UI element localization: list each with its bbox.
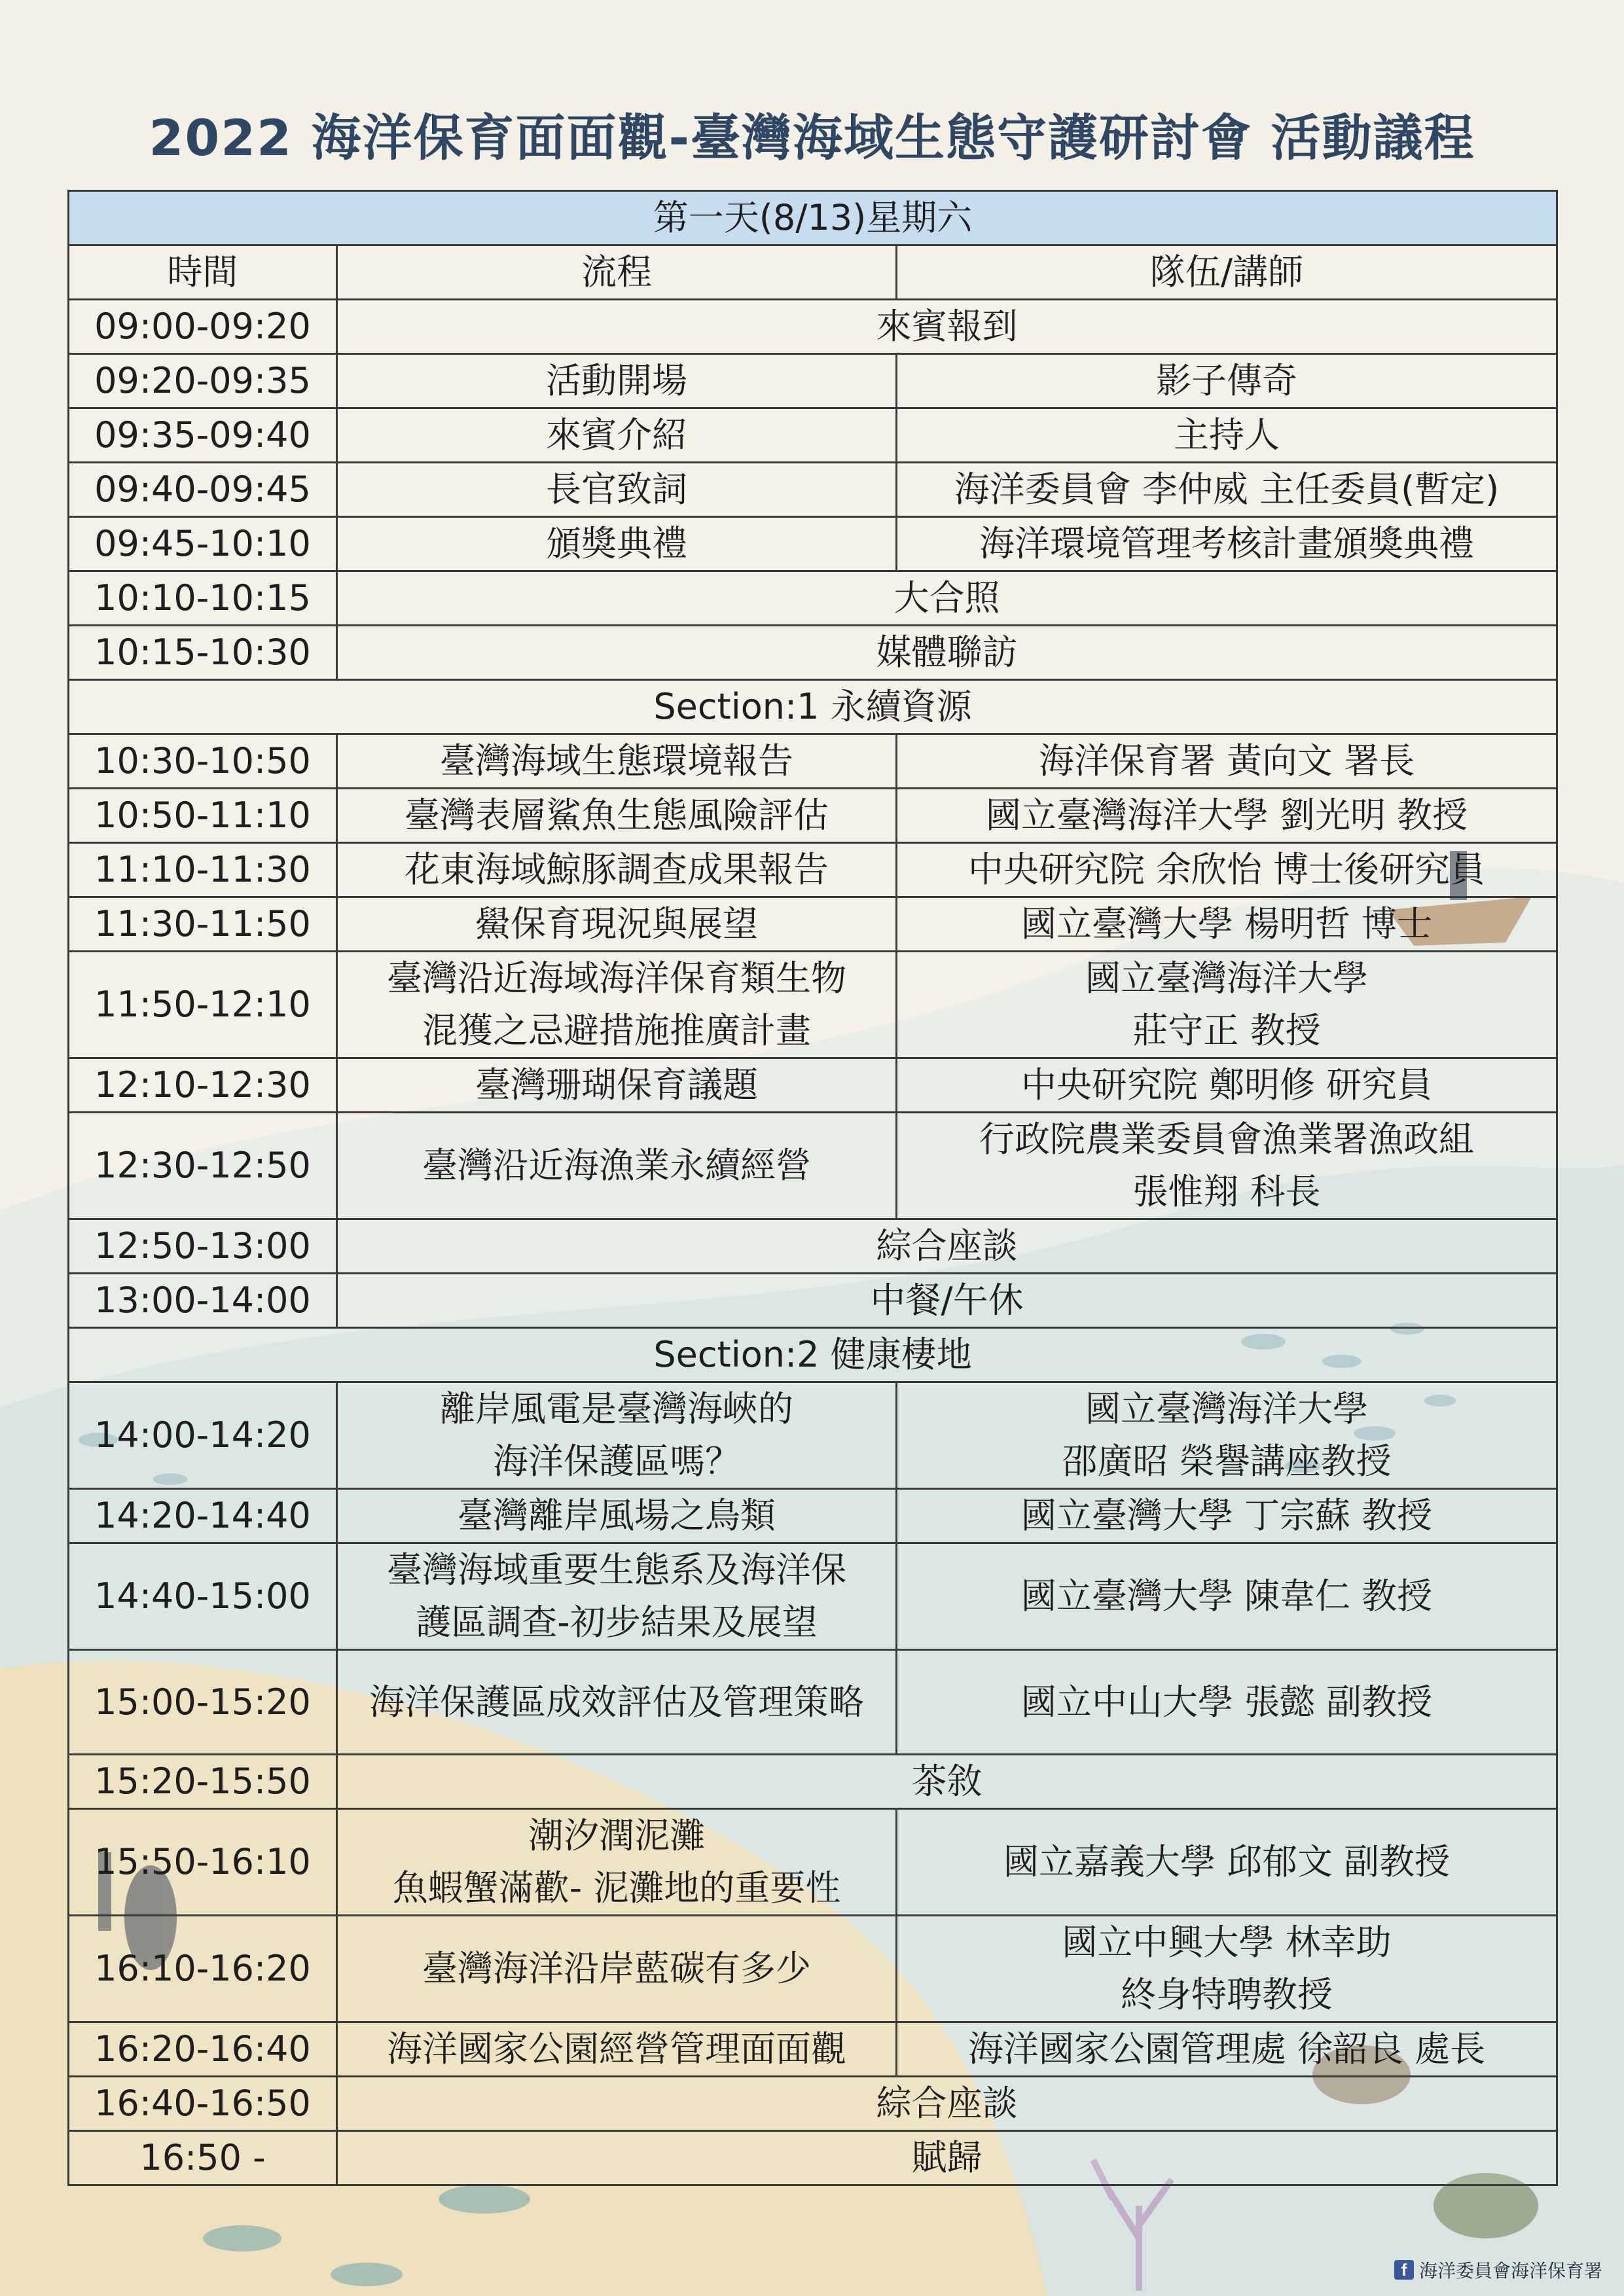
time-cell: 09:00-09:20: [69, 300, 337, 354]
flow-line: 混獲之忌避措施推廣計畫: [422, 1010, 811, 1051]
agenda-row: [69, 843, 1557, 897]
agenda-row: [69, 1650, 1557, 1755]
agenda-row: [69, 2131, 1557, 2185]
agenda-row: [69, 789, 1557, 843]
agenda-row: [69, 1274, 1557, 1328]
flow-line: 長官致詞: [546, 469, 687, 510]
speaker-line: 張惟翔 科長: [1132, 1171, 1321, 1212]
speaker-line: 主持人: [1174, 414, 1280, 456]
agenda-row: [69, 2077, 1557, 2131]
time-cell: 10:10-10:15: [69, 571, 337, 626]
time-cell: 10:15-10:30: [69, 626, 337, 680]
flow-cell: [337, 408, 897, 463]
flow-cell: [337, 1489, 897, 1543]
speaker-line: 中央研究院 余欣怡 博士後研究員: [967, 849, 1486, 890]
flow-line: 海洋保護區嗎？: [493, 1441, 740, 1482]
speaker-cell: [897, 843, 1557, 897]
flow-column-header: 流程: [337, 245, 897, 300]
speaker-line: 國立臺灣海洋大學 劉光明 教授: [985, 795, 1468, 836]
speaker-line: 國立中興大學 林幸助: [1062, 1922, 1392, 1963]
time-cell: 12:50-13:00: [69, 1219, 337, 1274]
flow-line: 臺灣沿近海漁業永續經營: [422, 1145, 811, 1186]
day-header-row: [69, 191, 1557, 245]
flow-cell: [337, 734, 897, 789]
flow-cell: [337, 463, 897, 517]
flow-line: 護區調查-初步結果及展望: [416, 1602, 818, 1643]
speaker-cell: [897, 1489, 1557, 1543]
speaker-cell: [897, 1382, 1557, 1489]
agenda-row: [69, 1382, 1557, 1489]
agenda-row: [69, 408, 1557, 463]
flow-line: 來賓介紹: [546, 414, 687, 456]
time-column-header: 時間: [69, 245, 337, 300]
flow-line: 花東海域鯨豚調查成果報告: [405, 849, 829, 890]
agenda-row: [69, 463, 1557, 517]
speaker-line: 國立臺灣大學 陳韋仁 教授: [1020, 1575, 1433, 1617]
speaker-line: 海洋國家公園管理處 徐韶良 處長: [967, 2028, 1486, 2070]
speaker-line: 國立臺灣大學 楊明哲 博士: [1020, 903, 1433, 944]
time-cell: 16:20-16:40: [69, 2022, 337, 2077]
time-cell: 16:40-16:50: [69, 2077, 337, 2131]
speaker-line: 中央研究院 鄭明修 研究員: [1020, 1064, 1433, 1105]
speaker-cell: [897, 408, 1557, 463]
speaker-cell: [897, 1916, 1557, 2022]
flow-line: 臺灣海域重要生態系及海洋保: [387, 1549, 846, 1590]
merged-event-cell: 媒體聯訪: [337, 626, 1557, 680]
speaker-line: 終身特聘教授: [1121, 1974, 1333, 2015]
time-cell: 15:50-16:10: [69, 1809, 337, 1916]
flow-line: 臺灣沿近海域海洋保育類生物: [387, 958, 846, 999]
flow-line: 活動開場: [546, 360, 687, 401]
speaker-cell: [897, 952, 1557, 1058]
agenda-row: [69, 1543, 1557, 1650]
speaker-cell: [897, 1650, 1557, 1755]
time-cell: 12:30-12:50: [69, 1113, 337, 1219]
flow-cell: [337, 2022, 897, 2077]
speaker-cell: [897, 354, 1557, 408]
agenda-row: [69, 517, 1557, 571]
speaker-cell: [897, 1113, 1557, 1219]
flow-line: 魚蝦蟹滿歡- 泥灘地的重要性: [392, 1867, 841, 1909]
footer-label: 海洋委員會海洋保育署: [1419, 2260, 1603, 2282]
speaker-cell: [897, 897, 1557, 952]
time-cell: 15:20-15:50: [69, 1755, 337, 1809]
speaker-cell: [897, 1543, 1557, 1650]
agenda-table: [67, 190, 1558, 2186]
speaker-line: 海洋環境管理考核計畫頒獎典禮: [979, 523, 1474, 564]
section-title: Section:1 永續資源: [69, 680, 1557, 734]
flow-line: 臺灣離岸風場之鳥類: [458, 1495, 776, 1536]
flow-line: 臺灣珊瑚保育議題: [475, 1064, 758, 1105]
speaker-line: 國立臺灣海洋大學: [1085, 1388, 1368, 1429]
agenda-row: [69, 300, 1557, 354]
facebook-icon: f: [1394, 2260, 1414, 2280]
speaker-line: 海洋委員會 李仲威 主任委員(暫定): [954, 469, 1500, 510]
speaker-cell: [897, 789, 1557, 843]
speaker-line: 國立臺灣大學 丁宗蘇 教授: [1020, 1495, 1433, 1536]
merged-event-cell: 綜合座談: [337, 1219, 1557, 1274]
agenda-row: [69, 1489, 1557, 1543]
flow-line: 頒獎典禮: [546, 523, 687, 564]
flow-cell: [337, 517, 897, 571]
time-cell: 16:10-16:20: [69, 1916, 337, 2022]
speaker-line: 國立臺灣海洋大學: [1085, 958, 1368, 999]
speaker-line: 國立嘉義大學 邱郁文 副教授: [1003, 1841, 1451, 1882]
speaker-line: 國立中山大學 張懿 副教授: [1020, 1681, 1433, 1723]
agenda-row: [69, 734, 1557, 789]
flow-cell: [337, 354, 897, 408]
merged-event-cell: 中餐/午休: [337, 1274, 1557, 1328]
flow-line: 鱟保育現況與展望: [475, 903, 758, 944]
flow-cell: [337, 1916, 897, 2022]
flow-line: 臺灣海域生態環境報告: [440, 740, 793, 781]
speaker-line: 邵廣昭 榮譽講座教授: [1062, 1441, 1392, 1482]
time-cell: 14:40-15:00: [69, 1543, 337, 1650]
time-cell: 14:00-14:20: [69, 1382, 337, 1489]
speaker-line: 海洋保育署 黃向文 署長: [1038, 740, 1415, 781]
agenda-row: [69, 1219, 1557, 1274]
time-cell: 11:30-11:50: [69, 897, 337, 952]
flow-cell: [337, 1113, 897, 1219]
flow-cell: [337, 1809, 897, 1916]
agenda-row: [69, 952, 1557, 1058]
speaker-cell: [897, 1809, 1557, 1916]
time-cell: 11:10-11:30: [69, 843, 337, 897]
time-cell: 10:30-10:50: [69, 734, 337, 789]
flow-cell: [337, 897, 897, 952]
agenda-row: [69, 626, 1557, 680]
time-cell: 16:50 -: [69, 2131, 337, 2185]
page-title: 2022 海洋保育面面觀-臺灣海域生態守護研討會 活動議程: [149, 109, 1475, 167]
flow-cell: [337, 1058, 897, 1113]
time-cell: 11:50-12:10: [69, 952, 337, 1058]
time-cell: 13:00-14:00: [69, 1274, 337, 1328]
time-cell: 09:20-09:35: [69, 354, 337, 408]
agenda-row: [69, 1755, 1557, 1809]
merged-event-cell: 來賓報到: [337, 300, 1557, 354]
flow-cell: [337, 1543, 897, 1650]
speaker-cell: [897, 734, 1557, 789]
flow-line: 海洋保護區成效評估及管理策略: [369, 1681, 864, 1723]
flow-line: 離岸風電是臺灣海峽的: [440, 1388, 793, 1429]
speaker-cell: [897, 517, 1557, 571]
day-header: 第一天(8/13)星期六: [69, 191, 1557, 245]
section-row: [69, 1328, 1557, 1382]
merged-event-cell: 茶敘: [337, 1755, 1557, 1809]
column-header-row: [69, 245, 1557, 300]
merged-event-cell: 大合照: [337, 571, 1557, 626]
agenda-row: [69, 1113, 1557, 1219]
flow-cell: [337, 789, 897, 843]
speaker-line: 影子傳奇: [1156, 360, 1297, 401]
time-cell: 15:00-15:20: [69, 1650, 337, 1755]
speaker-cell: [897, 2022, 1557, 2077]
time-cell: 09:45-10:10: [69, 517, 337, 571]
agenda-row: [69, 1809, 1557, 1916]
agenda-row: [69, 354, 1557, 408]
flow-line: 臺灣表層鯊魚生態風險評估: [405, 795, 829, 836]
section-title: Section:2 健康棲地: [69, 1328, 1557, 1382]
flow-cell: [337, 1650, 897, 1755]
time-cell: 09:35-09:40: [69, 408, 337, 463]
flow-line: 潮汐潤泥灘: [528, 1815, 705, 1856]
flow-cell: [337, 843, 897, 897]
speaker-cell: [897, 463, 1557, 517]
flow-line: 海洋國家公園經營管理面面觀: [387, 2028, 846, 2070]
merged-event-cell: 賦歸: [337, 2131, 1557, 2185]
team-column-header: 隊伍/講師: [897, 245, 1557, 300]
speaker-cell: [897, 1058, 1557, 1113]
time-cell: 09:40-09:45: [69, 463, 337, 517]
speaker-line: 莊守正 教授: [1132, 1010, 1321, 1051]
section-row: [69, 680, 1557, 734]
time-cell: 10:50-11:10: [69, 789, 337, 843]
time-cell: 12:10-12:30: [69, 1058, 337, 1113]
agenda-row: [69, 571, 1557, 626]
agenda-row: [69, 2022, 1557, 2077]
time-cell: 14:20-14:40: [69, 1489, 337, 1543]
agenda-row: [69, 897, 1557, 952]
flow-cell: [337, 1382, 897, 1489]
footer-credit: [1394, 2258, 1602, 2282]
agenda-body: [69, 191, 1557, 2185]
merged-event-cell: 綜合座談: [337, 2077, 1557, 2131]
speaker-line: 行政院農業委員會漁業署漁政組: [979, 1119, 1474, 1160]
agenda-row: [69, 1916, 1557, 2022]
agenda-row: [69, 1058, 1557, 1113]
flow-cell: [337, 952, 897, 1058]
flow-line: 臺灣海洋沿岸藍碳有多少: [422, 1948, 811, 1989]
